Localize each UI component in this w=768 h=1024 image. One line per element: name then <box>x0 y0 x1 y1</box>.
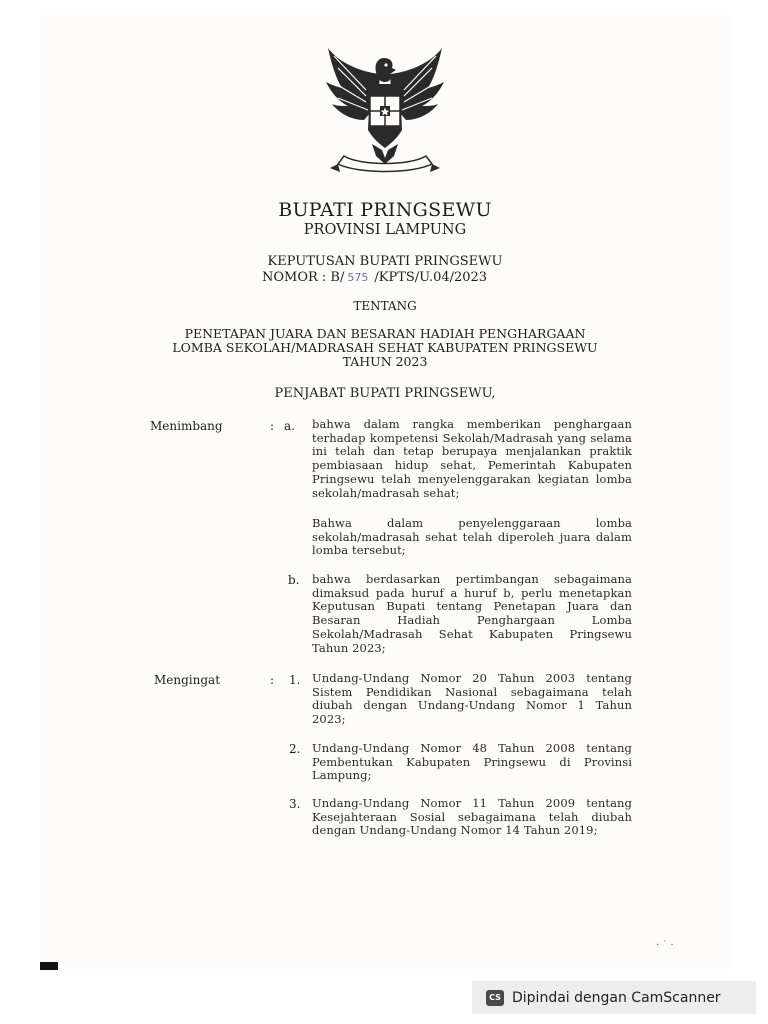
mengingat-3-marker: 3. <box>289 797 301 811</box>
menimbang-b-marker: b. <box>288 573 300 587</box>
subject-line-3: TAHUN 2023 <box>342 354 428 369</box>
camscanner-logo-icon: CS <box>486 990 504 1006</box>
decree-number-handwritten: 575 <box>347 271 369 284</box>
decree-number <box>262 270 487 285</box>
scan-speck: · ˙ · <box>656 940 674 951</box>
scan-edge-mark <box>40 962 58 970</box>
document-title: BUPATI PRINGSEWU <box>278 199 492 221</box>
decree-subject <box>40 327 730 369</box>
mengingat-1-marker: 1. <box>289 673 301 687</box>
menimbang-colon: : <box>270 419 275 433</box>
menimbang-a-text-2: Bahwa dalam penyelenggaraan lomba sekolah/madrasah sehat telah diperoleh juara dalam lomba tersebut; <box>312 516 632 558</box>
menimbang-b-text: bahwa berdasarkan pertimbangan sebagaimana dimaksud pada huruf a huruf b, perlu menetapkan Keputusan Bupati tentang Penetapan Juara dan Besaran Hadiah Penghargaan Lomba Sekolah/Madrasah Sehat Kabupaten Pringsewu Tahun 2023; <box>312 572 632 655</box>
camscanner-text: Dipindai dengan CamScanner <box>512 989 721 1006</box>
official-title: PENJABAT BUPATI PRINGSEWU, <box>274 386 496 401</box>
menimbang-a-text: bahwa dalam rangka memberikan penghargaan terhadap kompetensi Sekolah/Madrasah yang selama ini telah dan tetap berupaya menjalankan praktik pembiasaan hidup sehat, Pemerintah Kabupaten Pringsewu telah menyelenggarakan kegiatan lomba sekolah/madrasah sehat; <box>312 417 632 500</box>
subject-line-2: LOMBA SEKOLAH/MADRASAH SEHAT KABUPATEN PRINGSEWU <box>172 340 598 355</box>
camscanner-watermark <box>472 981 756 1014</box>
about-heading: TENTANG <box>353 299 417 313</box>
garuda-emblem-icon <box>320 44 450 179</box>
mengingat-2-marker: 2. <box>289 742 301 756</box>
mengingat-label: Mengingat <box>154 673 221 687</box>
decree-heading: KEPUTUSAN BUPATI PRINGSEWU <box>267 254 503 269</box>
mengingat-1-text: Undang-Undang Nomor 20 Tahun 2003 tentang Sistem Pendidikan Nasional sebagaimana telah diubah dengan Undang-Undang Nomor 1 Tahun 2023; <box>312 671 632 727</box>
decree-number-prefix: NOMOR : B/ <box>262 270 345 285</box>
subject-line-1: PENETAPAN JUARA DAN BESARAN HADIAH PENGHARGAAN <box>184 326 586 341</box>
menimbang-label: Menimbang <box>150 419 223 433</box>
menimbang-a-marker: a. <box>284 419 295 433</box>
decree-number-suffix: /KPTS/U.04/2023 <box>374 270 488 285</box>
province-name: PROVINSI LAMPUNG <box>303 222 467 238</box>
scan-top-strip <box>40 0 730 14</box>
mengingat-3-text: Undang-Undang Nomor 11 Tahun 2009 tentang Kesejahteraan Sosial sebagaimana telah diubah dengan Undang-Undang Nomor 14 Tahun 2019; <box>312 796 632 838</box>
mengingat-colon: : <box>270 673 275 687</box>
mengingat-2-text: Undang-Undang Nomor 48 Tahun 2008 tentang Pembentukan Kabupaten Pringsewu di Provinsi Lampung; <box>312 741 632 783</box>
